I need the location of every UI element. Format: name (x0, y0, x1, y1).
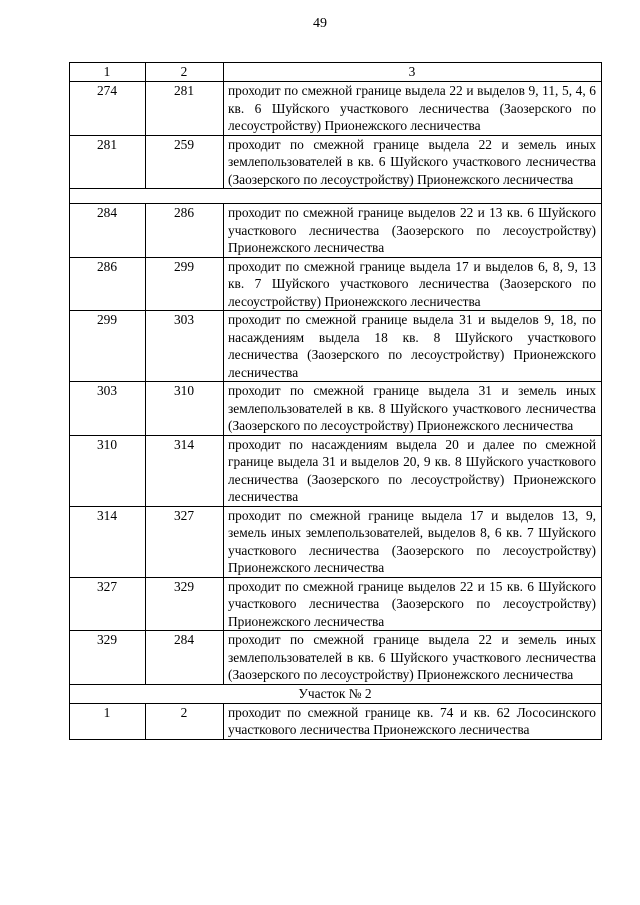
table-row (70, 703, 602, 739)
point-to: 310 (146, 382, 224, 436)
boundary-table (69, 62, 602, 740)
table-row (70, 577, 602, 631)
boundary-description: проходит по смежной границе выделов 22 и 13 кв. 6 Шуйского участкового лесничества (Заозерского по лесоустройству) Прионежского лесничества (224, 204, 602, 258)
column-header: 3 (224, 63, 602, 82)
point-from: 1 (70, 703, 146, 739)
boundary-description: проходит по смежной границе выдела 17 и выделов 6, 8, 9, 13 кв. 7 Шуйского участкового лесничества (Заозерского по лесоустройству) Прионежского лесничества (224, 257, 602, 311)
point-from: 274 (70, 82, 146, 136)
table-row (70, 257, 602, 311)
point-to: 286 (146, 204, 224, 258)
point-from: 299 (70, 311, 146, 382)
point-to: 2 (146, 703, 224, 739)
boundary-description: проходит по смежной границе выдела 22 и выделов 9, 11, 5, 4, 6 кв. 6 Шуйского участкового лесничества (Заозерского по лесоустройству) Прионежского лесничества (224, 82, 602, 136)
point-to: 327 (146, 506, 224, 577)
point-from: 286 (70, 257, 146, 311)
section-title: Участок № 2 (70, 684, 602, 703)
page-number: 49 (313, 16, 327, 31)
column-header: 1 (70, 63, 146, 82)
table-row (70, 506, 602, 577)
section-row (70, 684, 602, 703)
point-from: 281 (70, 135, 146, 189)
point-from: 284 (70, 204, 146, 258)
table-row (70, 204, 602, 258)
point-to: 299 (146, 257, 224, 311)
point-from: 329 (70, 631, 146, 685)
boundary-description: проходит по смежной границе кв. 74 и кв. 62 Лососинского участкового лесничества Прионежского лесничества (224, 703, 602, 739)
point-to: 284 (146, 631, 224, 685)
table-row (70, 82, 602, 136)
boundary-description: проходит по смежной границе выдела 31 и земель иных землепользователей в кв. 8 Шуйского участкового лесничества (Заозерского по лесоустройству) Прионежского лесничества (224, 382, 602, 436)
table-row (70, 382, 602, 436)
point-from: 303 (70, 382, 146, 436)
point-to: 314 (146, 435, 224, 506)
boundary-description: проходит по смежной границе выдела 17 и выделов 13, 9, земель иных землепользователей, выделов 8, 6 кв. 7 Шуйского участкового лесничества (Заозерского по лесоустройству) Прионежского лесничества (224, 506, 602, 577)
table-row (70, 311, 602, 382)
point-from: 310 (70, 435, 146, 506)
blank-row (70, 189, 602, 204)
blank-cell (70, 189, 602, 204)
point-from: 327 (70, 577, 146, 631)
table-row (70, 135, 602, 189)
boundary-description: проходит по смежной границе выделов 22 и 15 кв. 6 Шуйского участкового лесничества (Заозерского по лесоустройству) Прионежского лесничества (224, 577, 602, 631)
point-to: 303 (146, 311, 224, 382)
point-to: 329 (146, 577, 224, 631)
boundary-description: проходит по смежной границе выдела 31 и выделов 9, 18, по насаждениям выдела 18 кв. 8 Шуйского участкового лесничества (Заозерского по лесоустройству) Прионежского лесничества (224, 311, 602, 382)
table-row (70, 435, 602, 506)
point-to: 281 (146, 82, 224, 136)
boundary-description: проходит по насаждениям выдела 20 и далее по смежной границе выдела 31 и выделов 20, 9 кв. 8 Шуйского участкового лесничества (Заозерского по лесоустройству) Прионежского лесничества (224, 435, 602, 506)
table-row (70, 631, 602, 685)
point-from: 314 (70, 506, 146, 577)
table-header-row (70, 63, 602, 82)
boundary-description: проходит по смежной границе выдела 22 и земель иных землепользователей в кв. 6 Шуйского участкового лесничества (Заозерского по лесоустройству) Прионежского лесничества (224, 631, 602, 685)
point-to: 259 (146, 135, 224, 189)
column-header: 2 (146, 63, 224, 82)
boundary-description: проходит по смежной границе выдела 22 и земель иных землепользователей в кв. 6 Шуйского участкового лесничества (Заозерского по лесоустройству) Прионежского лесничества (224, 135, 602, 189)
